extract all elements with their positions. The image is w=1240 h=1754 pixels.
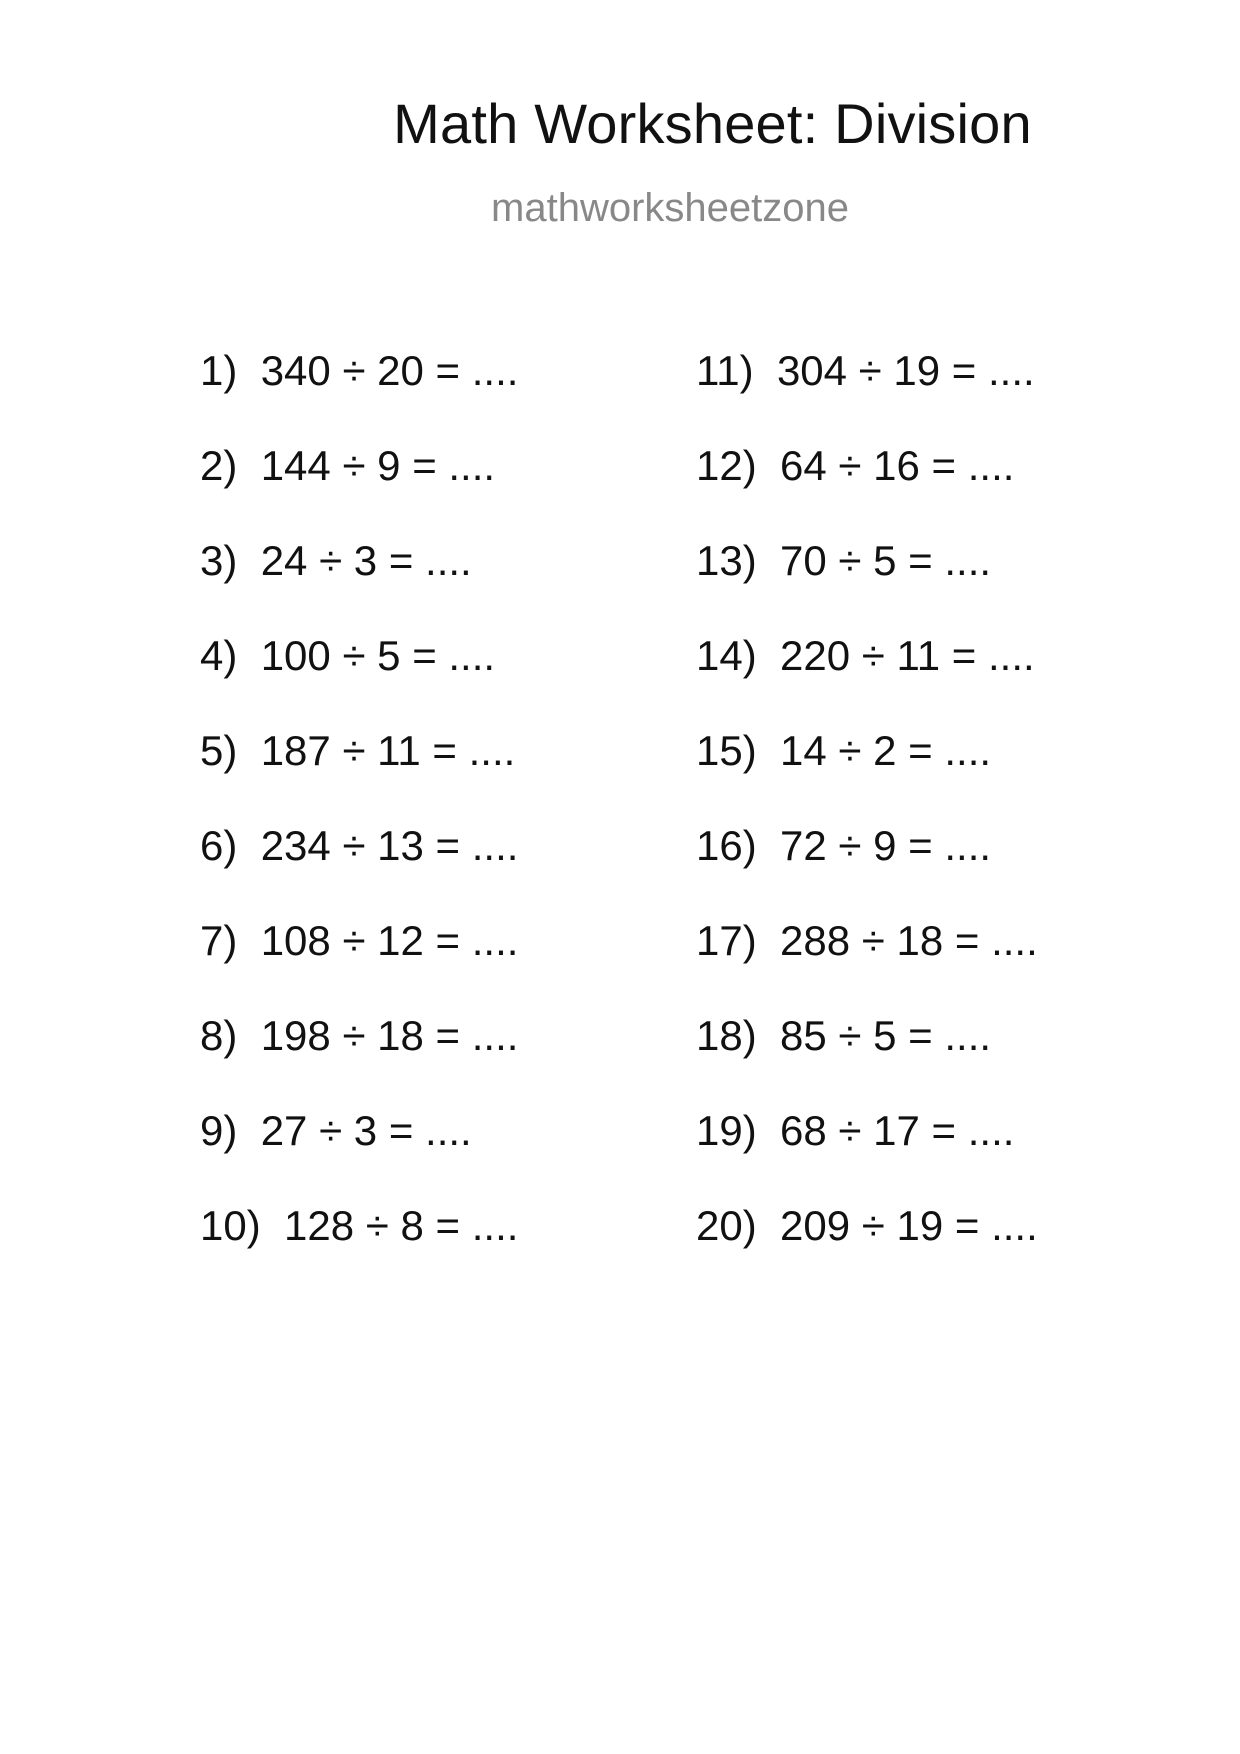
problem-item (696, 1012, 1038, 1110)
problem-number: 9) (200, 1107, 238, 1154)
problem-expression: 68 ÷ 17 = .... (780, 1107, 1015, 1154)
problem-item (696, 347, 1038, 445)
problem-expression: 100 ÷ 5 = .... (260, 632, 496, 679)
problem-expression: 70 ÷ 5 = .... (780, 537, 992, 584)
problem-number: 1) (200, 347, 238, 394)
problem-expression: 24 ÷ 3 = .... (260, 537, 472, 584)
problem-number: 11) (696, 347, 754, 394)
problem-item (696, 632, 1038, 730)
problem-item (696, 537, 1038, 635)
problem-expression: 144 ÷ 9 = .... (260, 442, 496, 489)
problem-expression: 304 ÷ 19 = .... (776, 347, 1035, 394)
problem-item (200, 1202, 519, 1300)
problem-item (696, 822, 1038, 920)
problem-expression: 288 ÷ 18 = .... (780, 917, 1038, 964)
problem-number: 3) (200, 537, 238, 584)
problem-number: 15) (696, 727, 757, 774)
problem-number: 16) (696, 822, 757, 869)
problem-expression: 72 ÷ 9 = .... (780, 822, 992, 869)
problem-expression: 198 ÷ 18 = .... (260, 1012, 519, 1059)
problem-item (200, 632, 518, 730)
problem-item (200, 822, 519, 920)
problem-number: 17) (696, 917, 757, 964)
problem-item (696, 1107, 1038, 1205)
problem-number: 10) (200, 1202, 261, 1249)
problem-number: 13) (696, 537, 757, 584)
problem-expression: 14 ÷ 2 = .... (780, 727, 992, 774)
problem-item (200, 347, 519, 445)
problem-column-right (696, 347, 1038, 1300)
problem-expression: 128 ÷ 8 = .... (284, 1202, 519, 1249)
problem-expression: 340 ÷ 20 = .... (260, 347, 519, 394)
problem-expression: 85 ÷ 5 = .... (780, 1012, 992, 1059)
page-subtitle: mathworksheetzone (491, 186, 849, 230)
problem-item (696, 442, 1038, 540)
problem-expression: 209 ÷ 19 = .... (780, 1202, 1038, 1249)
problem-expression: 108 ÷ 12 = .... (260, 917, 519, 964)
problem-number: 19) (696, 1107, 757, 1154)
problem-expression: 187 ÷ 11 = .... (260, 727, 516, 774)
problem-number: 4) (200, 632, 238, 679)
problem-column-left (200, 347, 519, 1300)
problem-expression: 27 ÷ 3 = .... (260, 1107, 472, 1154)
problem-number: 20) (696, 1202, 757, 1249)
problem-number: 14) (696, 632, 757, 679)
problem-number: 12) (696, 442, 757, 489)
problem-expression: 220 ÷ 11 = .... (780, 632, 1035, 679)
problem-number: 5) (200, 727, 238, 774)
problem-item (696, 917, 1038, 1015)
problem-item (200, 1012, 519, 1110)
problem-number: 7) (200, 917, 238, 964)
problem-expression: 234 ÷ 13 = .... (260, 822, 519, 869)
problem-item (200, 442, 518, 540)
problem-number: 8) (200, 1012, 238, 1059)
problem-item (200, 537, 518, 635)
problem-item (200, 1107, 518, 1205)
problem-item (696, 727, 1038, 825)
problem-number: 2) (200, 442, 238, 489)
problem-expression: 64 ÷ 16 = .... (780, 442, 1015, 489)
page-title: Math Worksheet: Division (393, 92, 1032, 155)
problem-item (696, 1202, 1038, 1300)
problem-number: 6) (200, 822, 238, 869)
problem-item (200, 917, 519, 1015)
problem-number: 18) (696, 1012, 757, 1059)
problem-item (200, 727, 518, 825)
